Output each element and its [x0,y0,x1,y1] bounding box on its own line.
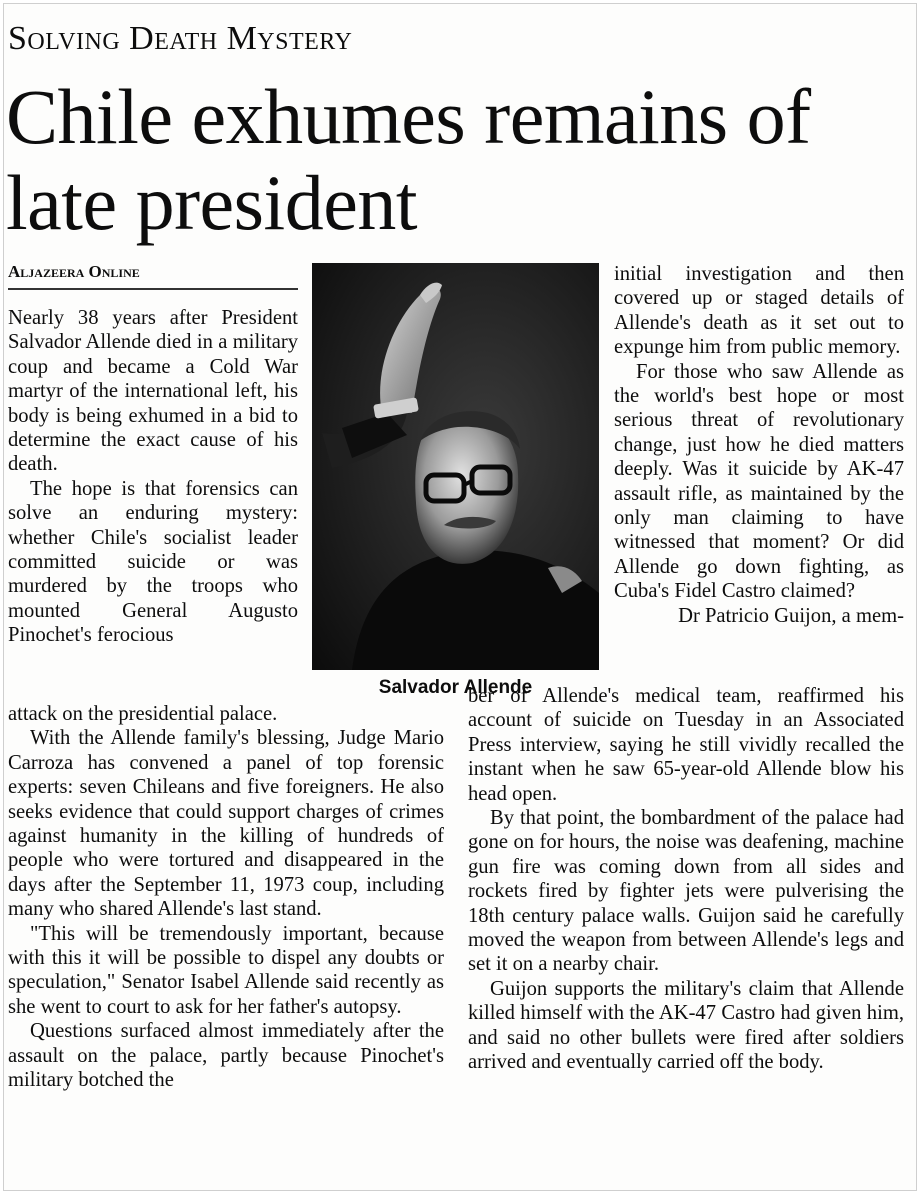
paragraph: Dr Patricio Guijon, a mem- [678,604,904,627]
paragraph: ber of Allende's medical team, reaffirmed his account of suicide on Tuesday in an Associated Press interview, saying he still vividly recalled the instant when he saw 65-year-old Allende blow his head open. [468,685,904,805]
column-1-top [8,306,298,648]
article-byline: Aljazeera Online [8,262,298,290]
paragraph: "This will be tremendously important, because with this it will be possible to dispel any doubts or speculation," Senator Isabel Allende said recently as she went to court to ask for her father's autopsy. [8,922,444,1018]
paragraph: attack on the presidential palace. [8,703,278,725]
column-2-3-bottom [468,684,904,1075]
portrait-illustration [312,263,599,670]
column-1-bottom [8,702,444,1093]
paragraph: By that point, the bombardment of the palace had gone on for hours, the noise was deafening, machine gun fire was coming down from all sides and rockets fired by fighter jets were pulverising the 18th century palace walls. Guijon said he carefully moved the weapon from between Allende's legs and set it on a nearby chair. [468,807,904,976]
article-kicker: Solving Death Mystery [8,20,353,57]
paragraph: Questions surfaced almost immediately after the assault on the palace, partly because Pinochet's military botched the [8,1020,444,1092]
portrait-photo [312,263,599,670]
paragraph: For those who saw Allende as the world's best hope or most serious threat of revolutionary change, just how he died matters deeply. Was it suicide by AK-47 assault rifle, as maintained by the only man claiming to have witnessed that moment? Or did Allende go down fighting, as Cuba's Fidel Castro claimed? [614,360,904,603]
paragraph: initial investigation and then covered up or staged details of Allende's death as it set out to expunge him from public memory. [614,263,904,359]
column-3-top [614,262,904,628]
paragraph: With the Allende family's blessing, Judge Mario Carroza has convened a panel of top forensic experts: seven Chileans and five foreigners. He also seeks evidence that could support charges of crimes against humanity in the killing of hundreds of people who were tortured and disappeared in the days after the September 11, 1973 coup, including many who shared Allende's last stand. [8,727,444,921]
photo-caption: Salvador Allende [378,677,533,698]
paragraph: Guijon supports the military's claim that Allende killed himself with the AK-47 Castro had given him, and said no other bullets were fired after soldiers arrived and eventually carried off the body. [468,977,904,1074]
paragraph: Nearly 38 years after President Salvador Allende died in a military coup and became a Cold War martyr of the international left, his body is being exhumed in a bid to determine the exact cause of his death. [8,307,298,476]
paragraph: The hope is that forensics can solve an enduring mystery: whether Chile's socialist leader committed suicide or was murdered by the troops who mounted General Augusto Pinochet's ferocious [8,477,298,647]
article-headline: Chile exhumes remains of late president [6,73,811,246]
